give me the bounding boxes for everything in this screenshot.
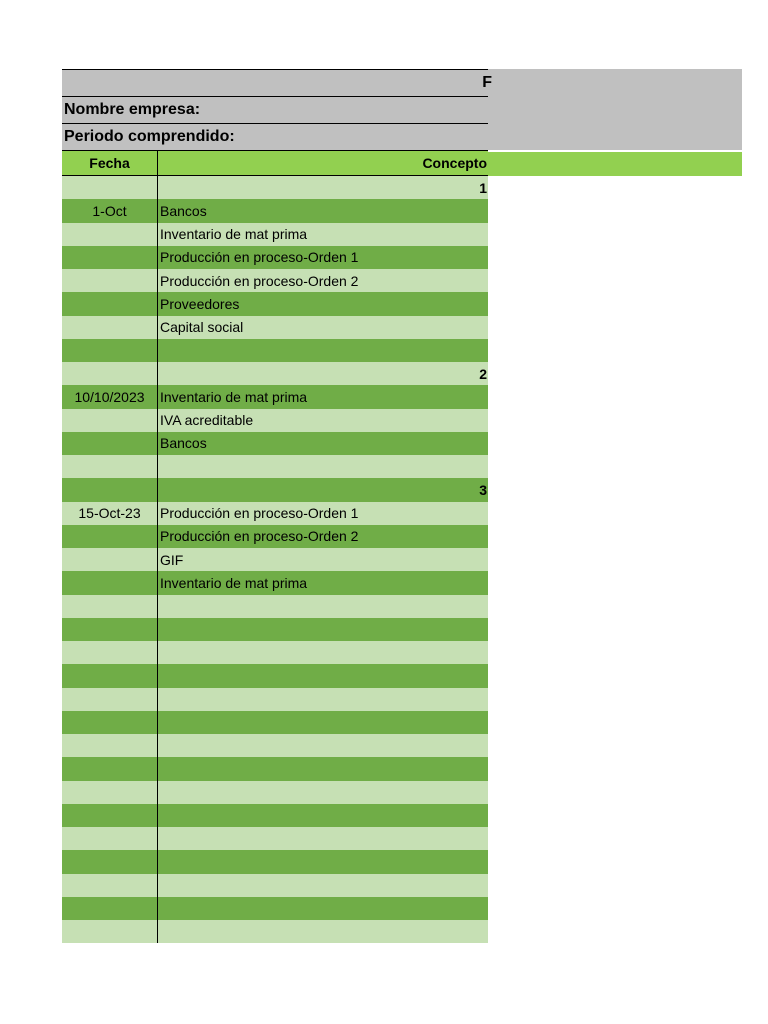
concept-cell[interactable]: GIF	[160, 551, 184, 568]
concept-cell[interactable]: IVA acreditable	[160, 412, 254, 429]
concept-cell[interactable]	[158, 339, 488, 362]
sheet-title-row	[62, 69, 492, 97]
concept-cell[interactable]	[158, 850, 488, 873]
entry-number-cell[interactable]: 2	[479, 365, 487, 382]
table-row	[62, 246, 488, 269]
table-row	[62, 664, 488, 687]
entry-number-cell[interactable]: 3	[479, 481, 487, 498]
period-row[interactable]	[62, 124, 488, 151]
date-cell[interactable]: 1-Oct	[62, 199, 158, 222]
date-cell[interactable]	[62, 409, 158, 432]
table-row	[62, 804, 488, 827]
date-cell[interactable]	[62, 432, 158, 455]
concept-cell[interactable]	[158, 757, 488, 780]
sheet-title: F	[482, 74, 492, 91]
table-row	[62, 827, 488, 850]
concept-cell[interactable]	[158, 688, 488, 711]
date-cell[interactable]	[62, 711, 158, 734]
concept-cell[interactable]: Producción en proceso-Orden 1	[160, 249, 359, 266]
column-header-concept[interactable]: Concepto	[422, 155, 487, 171]
date-cell[interactable]	[62, 874, 158, 897]
date-cell[interactable]	[62, 176, 158, 199]
date-cell[interactable]	[62, 618, 158, 641]
table-row	[62, 874, 488, 897]
date-cell[interactable]: 15-Oct-23	[62, 502, 158, 525]
table-row	[62, 595, 488, 618]
concept-cell[interactable]: Bancos	[160, 435, 207, 452]
table-row	[62, 455, 488, 478]
date-cell[interactable]	[62, 641, 158, 664]
table-row	[62, 478, 488, 501]
date-cell[interactable]	[62, 362, 158, 385]
date-cell[interactable]	[62, 781, 158, 804]
table-row	[62, 223, 488, 246]
table-row	[62, 199, 488, 222]
table-row	[62, 757, 488, 780]
table-row	[62, 385, 488, 408]
table-row	[62, 269, 488, 292]
company-label: Nombre empresa:	[64, 101, 201, 118]
date-cell[interactable]	[62, 827, 158, 850]
table-row	[62, 339, 488, 362]
journal-sheet	[62, 69, 492, 943]
concept-cell[interactable]	[158, 781, 488, 804]
table-row	[62, 502, 488, 525]
date-cell[interactable]	[62, 525, 158, 548]
concept-cell[interactable]	[158, 595, 488, 618]
company-row[interactable]	[62, 97, 488, 124]
date-cell[interactable]	[62, 595, 158, 618]
date-cell[interactable]	[62, 246, 158, 269]
concept-cell[interactable]	[158, 804, 488, 827]
concept-cell[interactable]	[158, 874, 488, 897]
date-cell[interactable]	[62, 897, 158, 920]
header-band-gray	[488, 69, 742, 150]
table-row	[62, 362, 488, 385]
table-row	[62, 920, 488, 943]
date-cell[interactable]	[62, 292, 158, 315]
column-header-date[interactable]: Fecha	[62, 151, 158, 175]
concept-cell[interactable]	[158, 920, 488, 943]
entry-number-cell[interactable]: 1	[479, 179, 487, 196]
concept-cell[interactable]	[158, 711, 488, 734]
table-row	[62, 850, 488, 873]
date-cell[interactable]	[62, 548, 158, 571]
concept-cell[interactable]: Capital social	[160, 319, 244, 336]
date-cell[interactable]	[62, 455, 158, 478]
table-row	[62, 618, 488, 641]
concept-cell[interactable]	[158, 455, 488, 478]
date-cell[interactable]	[62, 757, 158, 780]
table-row	[62, 409, 488, 432]
concept-cell[interactable]: Producción en proceso-Orden 1	[160, 505, 359, 522]
concept-cell[interactable]: Proveedores	[160, 295, 240, 312]
header-band-green	[488, 152, 742, 176]
concept-cell[interactable]	[158, 827, 488, 850]
table-row	[62, 781, 488, 804]
concept-cell[interactable]: Inventario de mat prima	[160, 388, 308, 405]
table-row	[62, 432, 488, 455]
table-row	[62, 316, 488, 339]
table-row	[62, 292, 488, 315]
concept-cell[interactable]	[158, 664, 488, 687]
concept-cell[interactable]	[158, 618, 488, 641]
concept-cell[interactable]: Producción en proceso-Orden 2	[160, 272, 359, 289]
table-row	[62, 734, 488, 757]
concept-cell[interactable]: Producción en proceso-Orden 2	[160, 528, 359, 545]
date-cell[interactable]	[62, 734, 158, 757]
date-cell[interactable]	[62, 316, 158, 339]
table-row	[62, 641, 488, 664]
date-cell[interactable]	[62, 664, 158, 687]
journal-rows	[62, 176, 488, 943]
concept-cell[interactable]: Inventario de mat prima	[160, 574, 308, 591]
concept-cell[interactable]	[158, 897, 488, 920]
date-cell[interactable]	[62, 269, 158, 292]
table-row	[62, 176, 488, 199]
date-cell[interactable]	[62, 804, 158, 827]
table-row	[62, 571, 488, 594]
concept-cell[interactable]	[158, 641, 488, 664]
column-header-row	[62, 151, 488, 176]
table-row	[62, 897, 488, 920]
date-cell[interactable]	[62, 850, 158, 873]
table-row	[62, 688, 488, 711]
date-cell[interactable]	[62, 688, 158, 711]
concept-cell[interactable]: Inventario de mat prima	[160, 226, 308, 243]
table-row	[62, 525, 488, 548]
concept-cell[interactable]: Bancos	[160, 202, 207, 219]
table-row	[62, 548, 488, 571]
date-cell[interactable]	[62, 571, 158, 594]
date-cell[interactable]	[62, 223, 158, 246]
period-label: Periodo comprendido:	[64, 128, 235, 145]
date-cell[interactable]	[62, 339, 158, 362]
date-cell[interactable]	[62, 920, 158, 943]
table-row	[62, 711, 488, 734]
date-cell[interactable]	[62, 478, 158, 501]
concept-cell[interactable]	[158, 734, 488, 757]
date-cell[interactable]: 10/10/2023	[62, 385, 158, 408]
